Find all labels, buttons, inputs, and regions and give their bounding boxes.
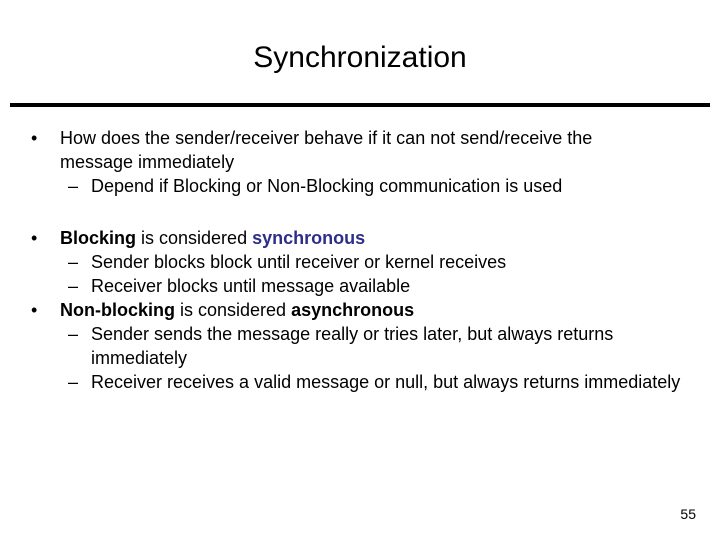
question-text: How does the sender/receiver behave if it can not send/receive the message immediately <box>60 128 593 172</box>
sub-bullet-sender-blocks <box>0 250 691 274</box>
dash-marker: – <box>68 276 79 296</box>
sub-bullet-receiver-receives <box>0 370 691 394</box>
depend-text: Depend if Blocking or Non-Blocking communication is used <box>91 176 563 196</box>
blocking-term: Blocking <box>60 228 137 248</box>
title-divider <box>10 103 710 107</box>
dash-marker: – <box>68 372 79 392</box>
dash-marker: – <box>68 252 79 272</box>
receiver-receives-text: Receiver receives a valid message or null, but always returns immediately <box>91 372 681 392</box>
sender-sends-text: Sender sends the message really or tries later, but always returns immediately <box>91 324 614 368</box>
slide-title: Synchronization <box>253 41 467 74</box>
synchronous-term: synchronous <box>252 228 366 248</box>
asynchronous-term: asynchronous <box>291 300 415 320</box>
sender-blocks-text: Sender blocks block until receiver or kernel receives <box>91 252 507 272</box>
bullet-nonblocking <box>0 298 660 322</box>
nonblocking-term: Non-blocking <box>60 300 175 320</box>
sub-bullet-receiver-blocks <box>0 274 691 298</box>
bullet-marker: • <box>31 300 38 320</box>
blocking-middle-text: is considered <box>136 228 253 248</box>
bullet-blocking <box>0 226 660 250</box>
bullet-marker: • <box>31 228 38 248</box>
bullet-marker: • <box>31 128 38 148</box>
slide-body <box>0 126 720 394</box>
page-number: 55 <box>680 506 696 522</box>
receiver-blocks-text: Receiver blocks until message available <box>91 276 411 296</box>
nonblocking-middle-text: is considered <box>175 300 292 320</box>
sub-bullet-sender-sends <box>0 322 691 370</box>
sub-bullet-depend <box>0 174 691 198</box>
dash-marker: – <box>68 176 79 196</box>
bullet-question <box>0 126 660 174</box>
spacer <box>0 198 720 226</box>
dash-marker: – <box>68 324 79 344</box>
